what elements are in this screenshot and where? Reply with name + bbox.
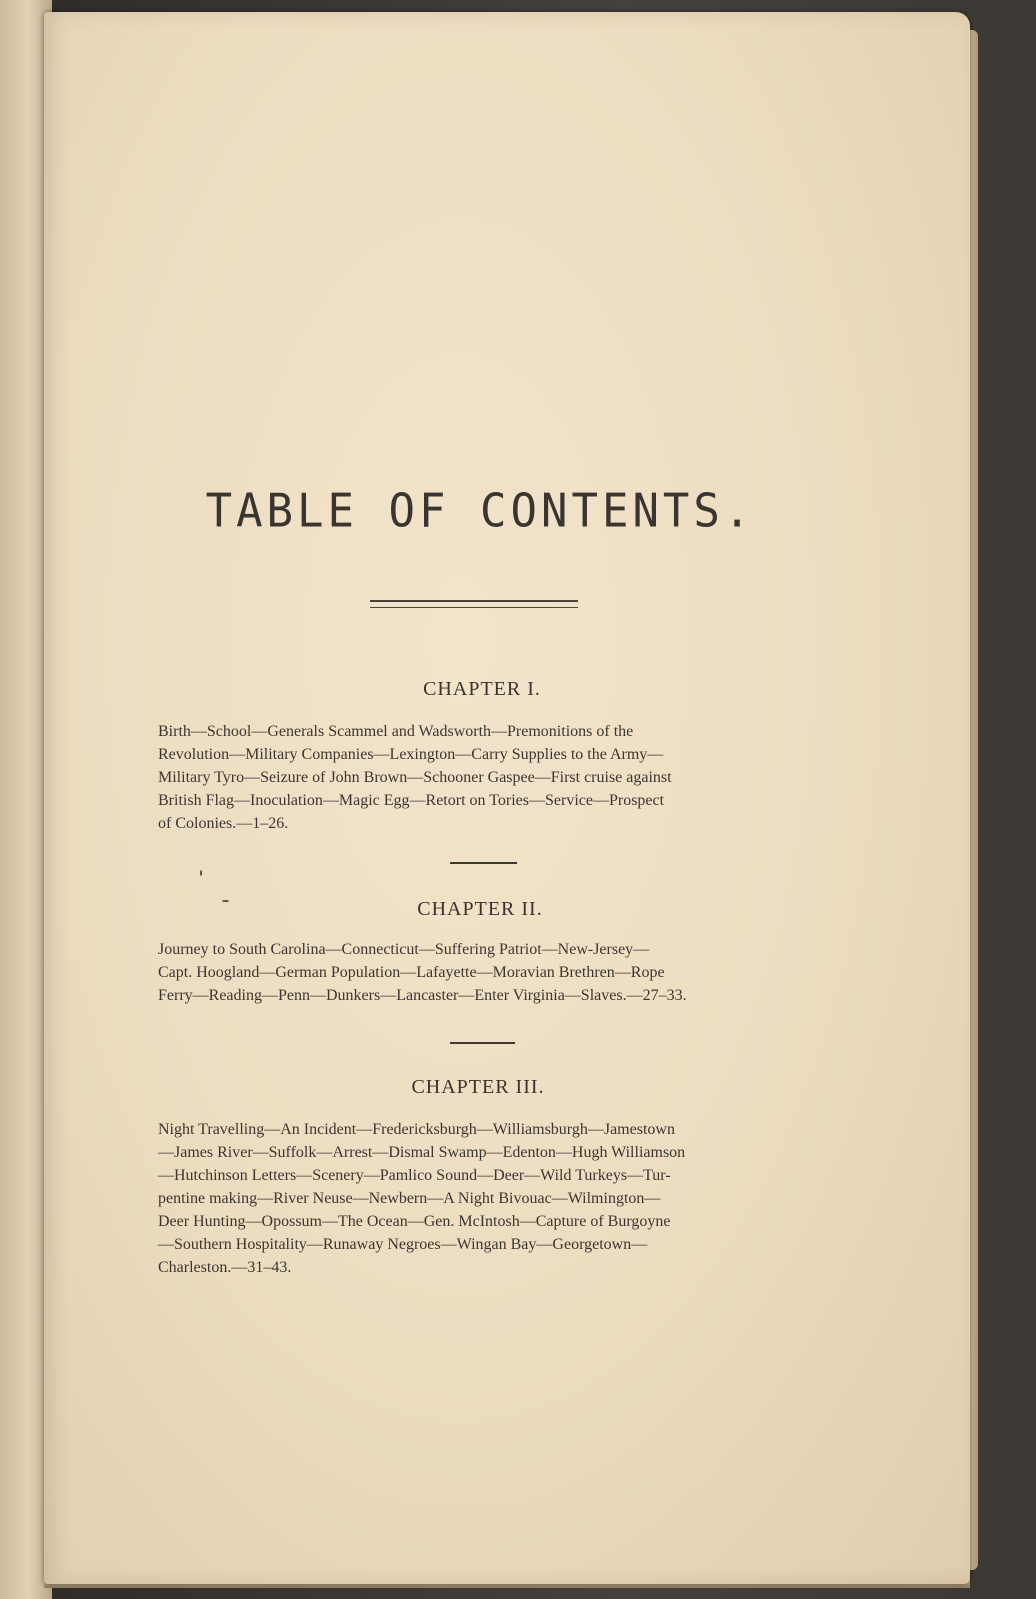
chapter-1-summary xyxy=(158,720,806,835)
chapter-1-line: of Colonies.—1–26. xyxy=(158,815,289,832)
chapter-3-line: —James River—Suffolk—Arrest—Dismal Swamp—Edenton—Hugh Williamson xyxy=(158,1144,686,1161)
chapter-3-heading: CHAPTER III. xyxy=(411,1076,545,1098)
title-double-rule xyxy=(370,600,578,608)
chapter-separator xyxy=(450,862,517,864)
chapter-3-summary xyxy=(158,1118,806,1279)
chapter-1-heading: CHAPTER I. xyxy=(423,678,541,700)
chapter-1-line: Birth—School—Generals Scammel and Wadsworth—Premonitions of the xyxy=(158,723,634,740)
chapter-3-line: —Southern Hospitality—Runaway Negroes—Wingan Bay—Georgetown— xyxy=(158,1236,648,1253)
page-title: TABLE OF CONTENTS. xyxy=(205,484,755,539)
chapter-3-line: Night Travelling—An Incident—Fredericksburgh—Williamsburgh—Jamestown xyxy=(158,1121,675,1138)
chapter-separator xyxy=(450,1042,515,1044)
chapter-2-line: Capt. Hoogland—German Population—Lafayette—Moravian Brethren—Rope xyxy=(158,964,665,981)
chapter-2-heading: CHAPTER II. xyxy=(417,898,543,920)
chapter-2-line: Ferry—Reading—Penn—Dunkers—Lancaster—Enter Virginia—Slaves.—27–33. xyxy=(158,987,687,1004)
chapter-1-line: Military Tyro—Seizure of John Brown—Schooner Gaspee—First cruise against xyxy=(158,769,672,786)
chapter-3-line: Deer Hunting—Opossum—The Ocean—Gen. McIntosh—Capture of Burgoyne xyxy=(158,1213,671,1230)
chapter-1-line: Revolution—Military Companies—Lexington—Carry Supplies to the Army— xyxy=(158,746,664,763)
paper-speck xyxy=(200,870,202,876)
chapter-1-line: British Flag—Inoculation—Magic Egg—Retort on Tories—Service—Prospect xyxy=(158,792,665,809)
chapter-3-line: Charleston.—31–43. xyxy=(158,1259,292,1276)
paper-speck xyxy=(222,900,229,902)
chapter-3-line: pentine making—River Neuse—Newbern—A Night Bivouac—Wilmington— xyxy=(158,1190,661,1207)
chapter-3-line: —Hutchinson Letters—Scenery—Pamlico Sound—Deer—Wild Turkeys—Tur- xyxy=(158,1167,671,1184)
chapter-2-summary xyxy=(158,938,806,1007)
chapter-2-line: Journey to South Carolina—Connecticut—Suffering Patriot—New-Jersey— xyxy=(158,941,650,958)
